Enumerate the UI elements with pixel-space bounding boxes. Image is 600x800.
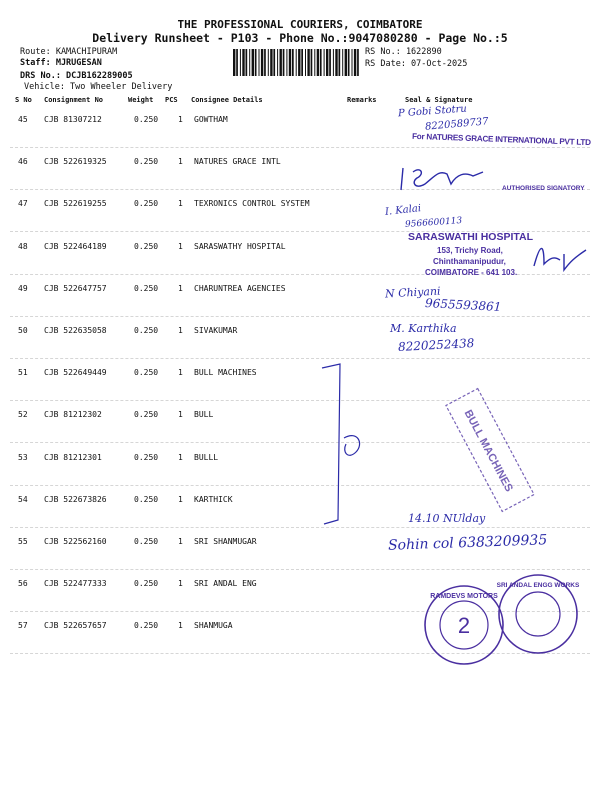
cell-consignment: CJB 522647757 bbox=[44, 283, 107, 293]
col-consignee: Consignee Details bbox=[191, 96, 263, 104]
barcode-bar bbox=[252, 49, 254, 76]
barcode-bar bbox=[357, 49, 359, 76]
cell-consignment: CJB 522562160 bbox=[44, 537, 107, 546]
barcode-bar bbox=[255, 49, 257, 76]
note-55: Sohin col 6383209935 bbox=[387, 532, 548, 554]
barcode-bar bbox=[314, 49, 315, 76]
cell-sno: 51 bbox=[18, 368, 28, 378]
note-54: 14.10 NUlday bbox=[408, 512, 486, 525]
cell-weight: 0.250 bbox=[134, 368, 159, 378]
barcode-bar bbox=[280, 49, 282, 76]
cell-consignee: BULL bbox=[194, 410, 214, 420]
cell-weight: 0.250 bbox=[134, 326, 159, 335]
runsheet-title: Delivery Runsheet - P103 - Phone No.:9047080280 - Page No.:5 bbox=[92, 31, 508, 45]
sig-50-phone: 8220252438 bbox=[397, 336, 475, 354]
rs-date-label: RS Date: 07-Oct-2025 bbox=[365, 59, 468, 69]
barcode-bar bbox=[352, 49, 353, 76]
cell-weight: 0.250 bbox=[134, 621, 159, 631]
cell-pcs: 1 bbox=[178, 283, 183, 293]
cell-consignment: CJB 522649449 bbox=[44, 368, 107, 378]
barcode-bar bbox=[259, 49, 260, 76]
barcode-bar bbox=[292, 49, 294, 76]
cell-sno: 52 bbox=[18, 410, 28, 420]
barcode-bar bbox=[317, 49, 319, 76]
cell-sno: 48 bbox=[18, 241, 28, 251]
barcode-bar bbox=[311, 49, 313, 76]
company-title: THE PROFESSIONAL COURIERS, COIMBATORE bbox=[177, 18, 423, 31]
barcode-bar bbox=[249, 49, 250, 76]
barcode-bar bbox=[240, 49, 241, 76]
cell-pcs: 1 bbox=[178, 241, 183, 251]
table-row bbox=[10, 317, 590, 359]
stamp-48-hospital: SARASWATHI HOSPITAL bbox=[408, 231, 534, 243]
cell-consignment: CJB 522619255 bbox=[44, 199, 107, 209]
col-pcs: PCS bbox=[165, 96, 178, 104]
cell-consignee: SIVAKUMAR bbox=[194, 326, 238, 335]
barcode-bar bbox=[298, 49, 300, 76]
cell-pcs: 1 bbox=[178, 368, 183, 378]
barcode-bar bbox=[339, 49, 341, 76]
barcode-bar bbox=[283, 49, 285, 76]
sig-48-phone: 9566600113 bbox=[404, 216, 463, 230]
cell-pcs: 1 bbox=[178, 115, 183, 124]
cell-pcs: 1 bbox=[178, 537, 183, 546]
stamp-48-addr2: Chinthamanipudur, bbox=[433, 257, 506, 266]
cell-consignee: BULLL bbox=[194, 452, 219, 462]
cell-weight: 0.250 bbox=[134, 410, 159, 420]
cell-sno: 55 bbox=[18, 537, 28, 546]
col-weight: Weight bbox=[128, 96, 154, 104]
cell-weight: 0.250 bbox=[134, 537, 159, 546]
barcode-bar bbox=[354, 49, 356, 76]
cell-consignee: SRI SHANMUGAR bbox=[194, 537, 257, 546]
cell-sno: 47 bbox=[18, 199, 28, 209]
bracket-line-51-54 bbox=[318, 360, 368, 530]
cell-weight: 0.250 bbox=[134, 157, 159, 167]
cell-consignee: CHARUNTREA AGENCIES bbox=[194, 283, 286, 293]
sig-50-name: M. Karthika bbox=[390, 322, 457, 335]
stamp-53-text: BULL MACHINES bbox=[461, 408, 515, 494]
rs-no-label: RS No.: 1622890 bbox=[365, 47, 442, 57]
drs-label: DRS No.: DCJB162289005 bbox=[20, 71, 133, 81]
cell-consignee: GOWTHAM bbox=[194, 115, 228, 124]
barcode-bar bbox=[277, 49, 278, 76]
cell-sno: 56 bbox=[18, 579, 28, 589]
barcode-bar bbox=[268, 49, 269, 76]
cell-consignee: KARTHICK bbox=[194, 494, 233, 504]
barcode-bar bbox=[286, 49, 287, 76]
cell-sno: 49 bbox=[18, 283, 28, 293]
barcode-bar bbox=[296, 49, 297, 76]
vehicle-label: Vehicle: Two Wheeler Delivery bbox=[24, 82, 173, 92]
route-label: Route: KAMACHIPURAM bbox=[20, 47, 118, 57]
barcode-bar bbox=[289, 49, 291, 76]
stamp-46-authorised: AUTHORISED SIGNATORY bbox=[502, 185, 585, 192]
barcode-bar bbox=[320, 49, 322, 76]
barcode-bar bbox=[342, 49, 343, 76]
cell-sno: 53 bbox=[18, 452, 28, 462]
cell-consignee: BULL MACHINES bbox=[194, 368, 257, 378]
cell-pcs: 1 bbox=[178, 157, 183, 167]
cell-pcs: 1 bbox=[178, 494, 183, 504]
cell-pcs: 1 bbox=[178, 410, 183, 420]
col-consignment: Consignment No bbox=[44, 96, 104, 104]
stamp-53-bull-machines bbox=[420, 380, 560, 520]
table-row bbox=[10, 190, 590, 232]
cell-consignment: CJB 522477333 bbox=[44, 579, 107, 589]
svg-text:2: 2 bbox=[457, 613, 471, 638]
cell-consignee: SARASWATHY HOSPITAL bbox=[194, 241, 286, 251]
stamp-48-addr3: COIMBATORE - 641 103. bbox=[425, 268, 518, 277]
cell-sno: 50 bbox=[18, 326, 28, 335]
cell-sno: 57 bbox=[18, 621, 28, 631]
barcode-bar bbox=[333, 49, 334, 76]
table-row bbox=[10, 148, 590, 190]
cell-consignment: CJB 522619325 bbox=[44, 157, 107, 167]
stamp-56-right-text: SRI ANDAL ENGG WORKS bbox=[496, 582, 580, 589]
barcode-bar bbox=[324, 49, 325, 76]
cell-weight: 0.250 bbox=[134, 283, 159, 293]
cell-consignment: CJB 522635058 bbox=[44, 326, 107, 335]
cell-consignee: SHANMUGA bbox=[194, 621, 233, 631]
barcode-bar bbox=[345, 49, 347, 76]
cell-pcs: 1 bbox=[178, 621, 183, 631]
col-seal: Seal & Signature bbox=[405, 96, 473, 104]
stamp-46-natures-grace: For NATURES GRACE INTERNATIONAL PVT LTD bbox=[411, 131, 591, 148]
cell-weight: 0.250 bbox=[134, 115, 159, 124]
barcode-bar bbox=[242, 49, 244, 76]
barcode-bar bbox=[273, 49, 275, 76]
barcode bbox=[233, 49, 359, 76]
staff-label: Staff: MJRUGESAN bbox=[20, 58, 102, 68]
signature-48-scribble bbox=[530, 236, 590, 276]
cell-pcs: 1 bbox=[178, 199, 183, 209]
barcode-bar bbox=[348, 49, 350, 76]
cell-pcs: 1 bbox=[178, 326, 183, 335]
cell-consignee: SRI ANDAL ENG bbox=[194, 579, 257, 589]
cell-consignment: CJB 522673826 bbox=[44, 494, 107, 504]
cell-weight: 0.250 bbox=[134, 241, 159, 251]
barcode-bar bbox=[261, 49, 263, 76]
cell-pcs: 1 bbox=[178, 579, 183, 589]
barcode-bar bbox=[236, 49, 238, 76]
cell-consignment: CJB 522657657 bbox=[44, 621, 107, 631]
col-sno: S No bbox=[15, 96, 32, 104]
barcode-bar bbox=[264, 49, 266, 76]
barcode-bar bbox=[326, 49, 328, 76]
cell-sno: 54 bbox=[18, 494, 28, 504]
stamp-56-sri-andal bbox=[496, 572, 580, 656]
stamp-56-left-text: RAMDEVS MOTORS bbox=[430, 593, 498, 600]
barcode-bar bbox=[270, 49, 272, 76]
cell-sno: 45 bbox=[18, 115, 28, 124]
barcode-bar bbox=[335, 49, 337, 76]
cell-consignment: CJB 81212301 bbox=[44, 452, 102, 462]
cell-weight: 0.250 bbox=[134, 494, 159, 504]
cell-consignment: CJB 522464189 bbox=[44, 241, 107, 251]
cell-consignment: CJB 81212302 bbox=[44, 410, 102, 420]
barcode-bar bbox=[301, 49, 303, 76]
stamp-56-ramdevs-motors bbox=[422, 583, 506, 667]
sig-49-name: N Chiyani bbox=[384, 284, 441, 301]
cell-consignment: CJB 81307212 bbox=[44, 115, 102, 124]
cell-sno: 46 bbox=[18, 157, 28, 167]
cell-weight: 0.250 bbox=[134, 199, 159, 209]
cell-consignee: NATURES GRACE INTL bbox=[194, 157, 281, 167]
barcode-bar bbox=[305, 49, 306, 76]
signature-46-scribble bbox=[395, 160, 485, 200]
sig-45-name: P Gobi Stotru bbox=[397, 103, 468, 120]
cell-weight: 0.250 bbox=[134, 452, 159, 462]
stamp-48-addr1: 153, Trichy Road, bbox=[437, 246, 503, 255]
barcode-bar bbox=[246, 49, 248, 76]
sig-45-phone: 8220589737 bbox=[424, 116, 489, 133]
table-row bbox=[10, 275, 590, 317]
sig-49-phone: 9655593861 bbox=[424, 296, 502, 314]
cell-consignee: TEXRONICS CONTROL SYSTEM bbox=[194, 199, 310, 209]
barcode-bar bbox=[233, 49, 235, 76]
col-remarks: Remarks bbox=[347, 96, 377, 104]
cell-weight: 0.250 bbox=[134, 579, 159, 589]
barcode-bar bbox=[307, 49, 309, 76]
barcode-bar bbox=[329, 49, 331, 76]
cell-pcs: 1 bbox=[178, 452, 183, 462]
sig-48-name: I. Kalai bbox=[384, 203, 422, 218]
